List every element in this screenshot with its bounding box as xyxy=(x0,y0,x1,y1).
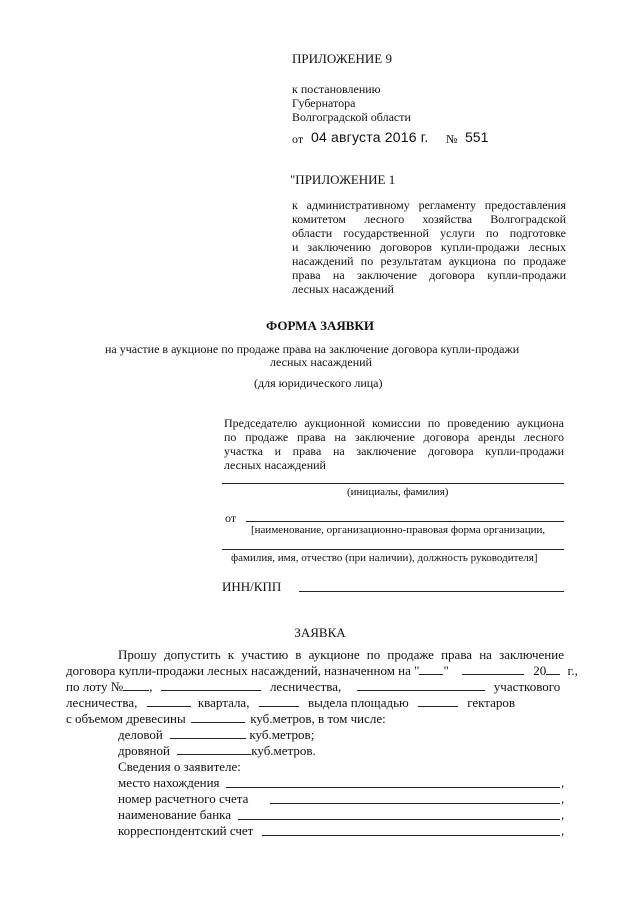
business-wood-line xyxy=(118,727,314,742)
from-label: от xyxy=(225,511,237,525)
annex1-text xyxy=(292,198,566,296)
quarter-label: квартала, xyxy=(197,695,250,710)
applicant-info-heading: Сведения о заявителе: xyxy=(118,759,241,774)
account-label: номер расчетного счета xyxy=(118,791,249,806)
addressee-line: Председателю аукционной комиссии по проведению аукциона xyxy=(224,416,564,430)
form-subtitle-line2: лесных насаждений xyxy=(270,355,372,369)
form-subtitle-line1: на участие в аукционе по продаже права на заключение договора купли-продажи xyxy=(105,342,520,356)
business-wood-field[interactable] xyxy=(170,728,246,739)
application-line3 xyxy=(66,679,560,694)
month-field[interactable] xyxy=(462,664,524,675)
area-label: выдела площадью xyxy=(307,695,409,710)
firewood-label: дровяной xyxy=(118,743,170,758)
location-field[interactable] xyxy=(226,787,560,788)
addressee-line: участка и права на заключение договора купли-продажи xyxy=(224,444,564,458)
addressee-line: лесных насаждений xyxy=(224,458,326,472)
application-line2 xyxy=(66,663,578,678)
head-name-input-line[interactable] xyxy=(222,549,564,550)
annex1-line: и заключению договоров купли-продажи лесных xyxy=(292,240,566,254)
year-prefix: 20 xyxy=(533,663,547,678)
addressee-block xyxy=(224,416,564,472)
application-line5 xyxy=(66,711,386,726)
application-line1: Прошу допустить к участию в аукционе по продаже права на заключение xyxy=(118,647,564,662)
addressee-line: по продаже права на заключение договора аренды лесного xyxy=(224,430,564,444)
lot-number-field[interactable] xyxy=(123,680,149,691)
forestry-label: лесничества, xyxy=(269,679,342,694)
bank-field[interactable] xyxy=(238,819,560,820)
volume-label: с объемом древесины xyxy=(66,711,186,726)
business-wood-unit: куб.метров; xyxy=(249,727,315,742)
corr-account-comma: , xyxy=(561,823,565,838)
account-comma: , xyxy=(561,791,565,806)
bank-label: наименование банка xyxy=(118,807,232,822)
year-field[interactable] xyxy=(546,664,560,675)
appendix-region-line: Волгоградской области xyxy=(292,110,411,124)
application-title: ЗАЯВКА xyxy=(294,625,346,640)
annex1-title: "ПРИЛОЖЕНИЕ 1 xyxy=(290,172,396,187)
head-hint: фамилия, имя, отчество (при наличии), должность руководителя] xyxy=(231,552,538,564)
annex1-line: области государственной услуги по подготовке xyxy=(292,226,566,240)
appendix-resolution-line: к постановлению xyxy=(292,82,381,96)
appendix-title: ПРИЛОЖЕНИЕ 9 xyxy=(292,51,392,66)
firewood-field[interactable] xyxy=(177,744,251,755)
location-label: место нахождения xyxy=(118,775,220,790)
application-line4 xyxy=(66,695,515,710)
application-line2-text: договора купли-продажи лесных насаждений, назначенном на " xyxy=(66,663,420,678)
volume-field[interactable] xyxy=(191,712,245,723)
quote-close: " xyxy=(443,663,449,678)
lot-label: по лоту № xyxy=(66,679,124,694)
appendix-governor-line: Губернатора xyxy=(292,96,356,110)
appendix-date-prefix: от xyxy=(292,132,304,146)
firewood-unit: куб.метров. xyxy=(251,743,316,758)
initials-input-line[interactable] xyxy=(222,483,564,484)
day-field[interactable] xyxy=(419,664,443,675)
annex1-line: комитетом лесного хозяйства Волгоградской xyxy=(292,212,566,226)
quarter-field[interactable] xyxy=(147,696,191,707)
annex1-line: права на заключение договора купли-продажи xyxy=(292,268,566,282)
lot-comma: , xyxy=(149,679,153,694)
section-field[interactable] xyxy=(259,696,299,707)
year-suffix: г., xyxy=(567,663,578,678)
hectares-label: гектаров xyxy=(467,695,516,710)
forestry-field[interactable] xyxy=(161,680,261,691)
initials-hint: (инициалы, фамилия) xyxy=(347,486,449,498)
annex1-line: лесных насаждений xyxy=(292,282,394,296)
inn-label: ИНН/КПП xyxy=(222,579,282,594)
form-title: ФОРМА ЗАЯВКИ xyxy=(266,318,374,333)
corr-account-label: корреспондентский счет xyxy=(118,823,254,838)
district-forestry-field[interactable] xyxy=(357,680,485,691)
appendix-date: 04 августа 2016 г. xyxy=(311,129,429,145)
firewood-line xyxy=(118,743,316,758)
forestry-label-2: лесничества, xyxy=(66,695,138,710)
org-hint: [наименование, организационно-правовая форма организации, xyxy=(251,524,546,536)
appendix-number-label: № xyxy=(446,132,458,146)
inn-input-line[interactable] xyxy=(299,591,564,592)
bank-comma: , xyxy=(561,807,565,822)
annex1-line: к административному регламенту предоставления xyxy=(292,198,566,212)
business-wood-label: деловой xyxy=(118,727,163,742)
location-comma: , xyxy=(561,775,565,790)
account-field[interactable] xyxy=(270,803,560,804)
corr-account-field[interactable] xyxy=(262,835,560,836)
form-subtitle-line3: (для юридического лица) xyxy=(254,376,383,390)
appendix-number: 551 xyxy=(465,129,489,145)
volume-unit: куб.метров, в том числе: xyxy=(250,711,386,726)
area-field[interactable] xyxy=(418,696,458,707)
district-forestry-label: участкового xyxy=(493,679,561,694)
annex1-line: насаждений по результатам аукциона по продаже xyxy=(292,254,566,268)
org-name-input-line[interactable] xyxy=(246,521,564,522)
